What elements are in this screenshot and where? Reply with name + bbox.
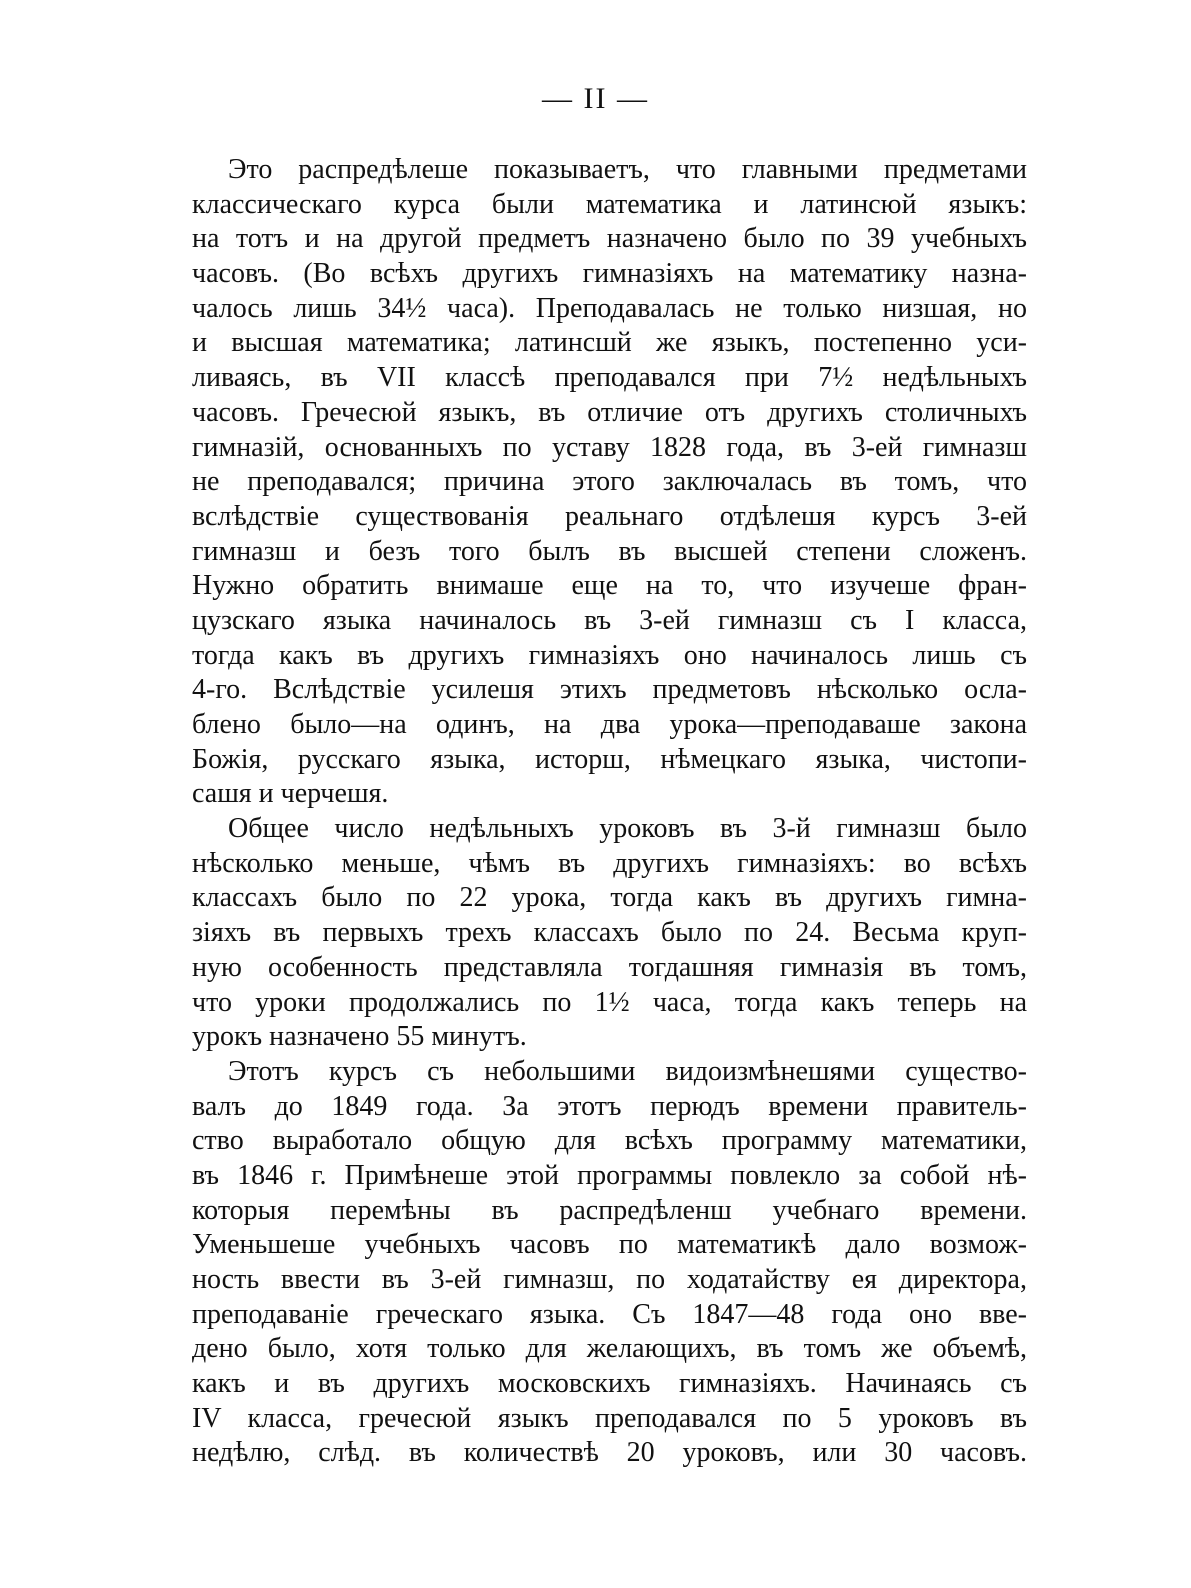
text-line: часовъ. (Во всѣхъ другихъ гимназіяхъ на математику назна-: [192, 258, 1027, 290]
text-line: классахъ было по 22 урока, тогда какъ въ другихъ гимна-: [192, 882, 1027, 914]
text-line: ную особенность представляла тогдашняя гимназія въ томъ,: [192, 951, 1027, 983]
text-line: какъ и въ другихъ московскихъ гимназіяхъ. Начинаясь съ: [192, 1368, 1027, 1400]
text-line: Нужно обратить внимаше еще на то, что изучеше фран-: [192, 570, 1027, 602]
text-line: и высшая математика; латинсшй же языкъ, постепенно уси-: [192, 327, 1027, 359]
text-line: ливаясь, въ VII классѣ преподавался при 7½ недѣльныхъ: [192, 362, 1027, 394]
text-line: въ 1846 г. Примѣнеше этой программы повлекло за собой нѣ-: [192, 1159, 1027, 1191]
text-line: гимназш и безъ того былъ въ высшей степени сложенъ.: [192, 535, 1027, 567]
text-line: Божія, русскаго языка, исторш, нѣмецкаго языка, чистопи-: [192, 743, 1027, 775]
text-line: Этотъ курсъ съ небольшими видоизмѣнешями существо-: [228, 1055, 1027, 1087]
text-line: урокъ назначено 55 минутъ.: [192, 1021, 527, 1053]
text-line: Общее число недѣльныхъ уроковъ въ 3-й гимназш было: [228, 813, 1027, 845]
text-line: классическаго курса были математика и латинсюй языкъ:: [192, 188, 1027, 220]
text-line: зіяхъ въ первыхъ трехъ классахъ было по 24. Весьма круп-: [192, 917, 1027, 949]
text-line: ство выработало общую для всѣхъ программу математики,: [192, 1125, 1027, 1157]
text-line: не преподавался; причина этого заключалась въ томъ, что: [192, 466, 1027, 498]
text-line: цузскаго языка начиналось въ 3-ей гимназш съ I класса,: [192, 604, 1027, 636]
text-line: часовъ. Гречесюй языкъ, въ отличие отъ другихъ столичныхъ: [192, 396, 1027, 428]
text-line: преподаваніе греческаго языка. Съ 1847—48 года оно вве-: [192, 1298, 1027, 1330]
paragraph: [192, 812, 1027, 1055]
text-line: дено было, хотя только для желающихъ, въ томъ же объемѣ,: [192, 1333, 1027, 1365]
paragraph: [192, 153, 1027, 812]
text-line: ность ввести въ 3-ей гимназш, по ходатайству ея директора,: [192, 1264, 1027, 1295]
text-line: вслѣдствіе существованія реальнаго отдѣлешя курсъ 3-ей: [192, 500, 1027, 532]
text-line: тогда какъ въ другихъ гимназіяхъ оно начиналось лишь съ: [192, 639, 1027, 671]
text-line: что уроки продолжались по 1½ часа, тогда какъ теперь на: [192, 986, 1027, 1018]
page-number: — II —: [542, 82, 649, 115]
text-line: блено было—на одинъ, на два урока—преподаваше закона: [192, 709, 1027, 740]
text-line: Это распредѣлеше показываетъ, что главными предметами: [228, 154, 1027, 185]
text-line: которыя перемѣны въ распредѣленш учебнаго времени.: [192, 1194, 1027, 1226]
text-line: Уменьшеше учебныхъ часовъ по математикѣ дало возмож-: [192, 1229, 1027, 1261]
text-line: нѣсколько меньше, чѣмъ въ другихъ гимназіяхъ: во всѣхъ: [192, 847, 1027, 879]
text-line: 4-го. Вслѣдствіе усилешя этихъ предметовъ нѣсколько осла-: [192, 674, 1027, 706]
text-line: гимназій, основанныхъ по уставу 1828 года, въ 3-ей гимназш: [192, 431, 1027, 463]
text-line: валъ до 1849 года. За этотъ перюдъ времени правитель-: [192, 1090, 1027, 1122]
text-line: на тотъ и на другой предметъ назначено было по 39 учебныхъ: [192, 223, 1027, 255]
text-line: IV класса, гречесюй языкъ преподавался по 5 уроковъ въ: [192, 1402, 1027, 1434]
text-line: чалось лишь 34½ часа). Преподавалась не только низшая, но: [192, 292, 1027, 324]
paragraph: [192, 1055, 1027, 1471]
text-line: недѣлю, слѣд. въ количествѣ 20 уроковъ, или 30 часовъ.: [192, 1437, 1027, 1469]
text-line: сашя и черчешя.: [192, 778, 389, 810]
body-text: [192, 153, 1027, 1471]
